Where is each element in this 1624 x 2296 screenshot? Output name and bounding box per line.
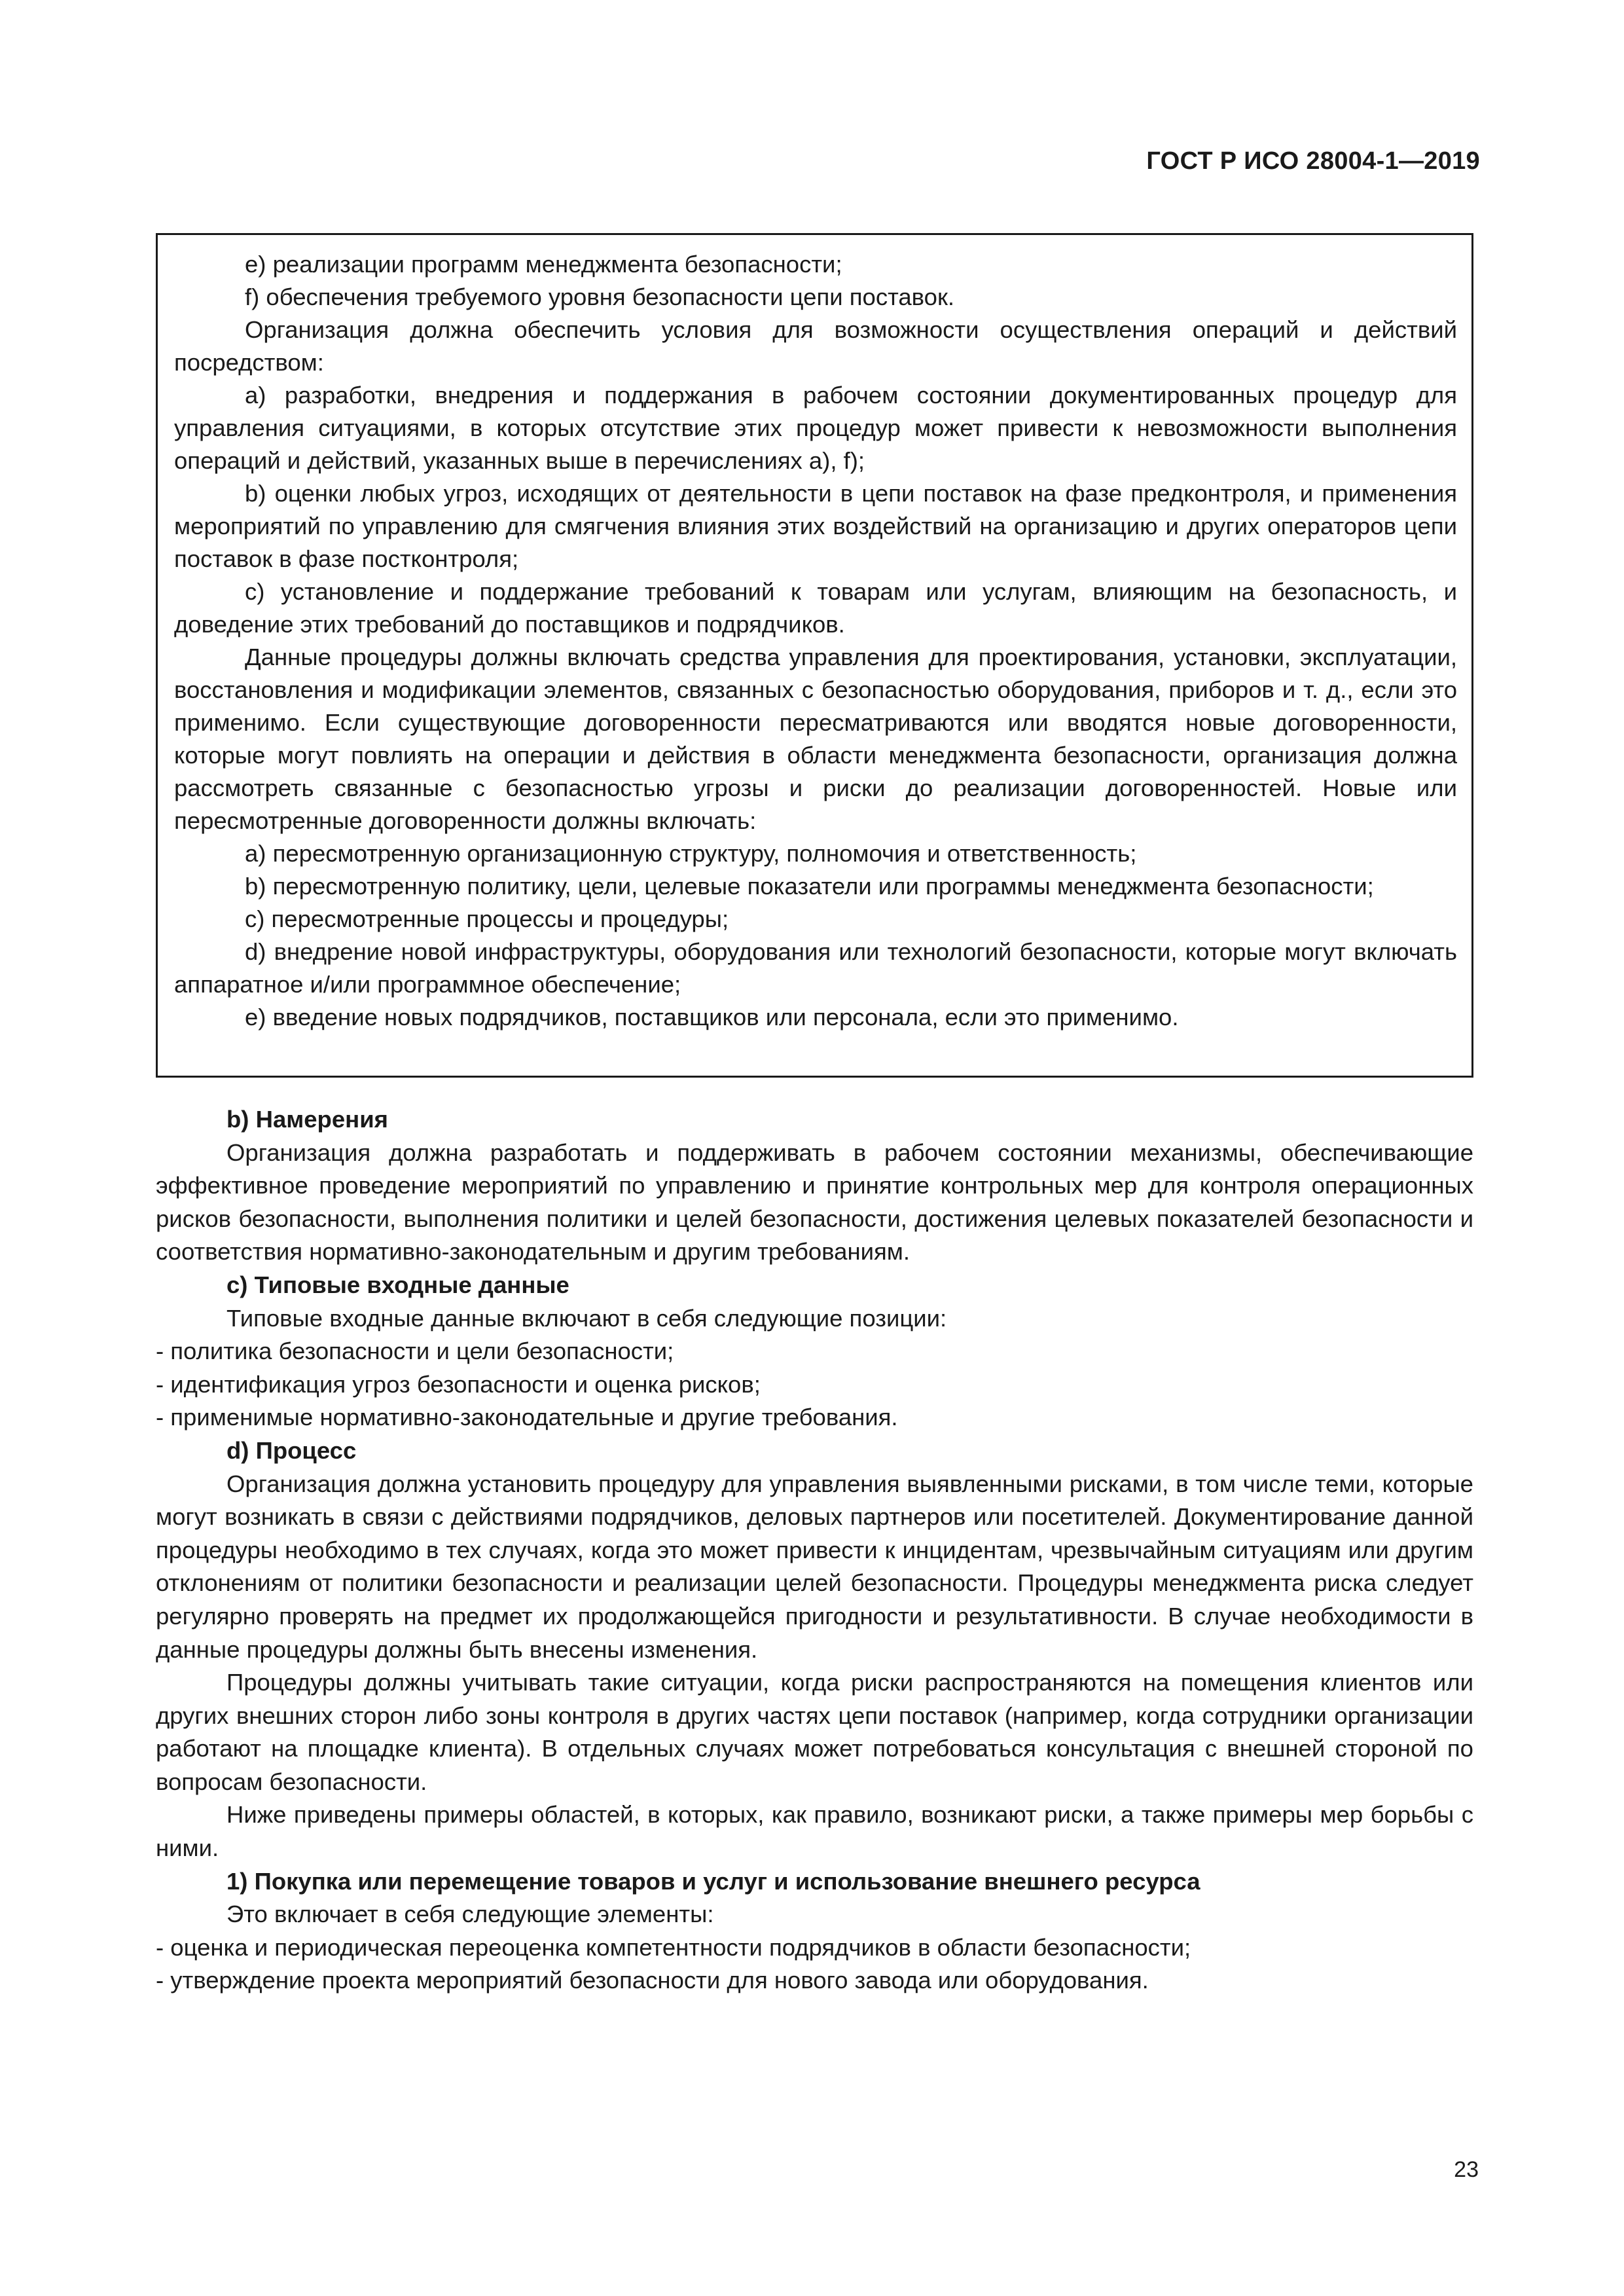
- box-paragraph: b) пересмотренную политику, цели, целевые показатели или программы менеджмента безопасности;: [245, 873, 1374, 900]
- section-paragraph: Процедуры должны учитывать такие ситуации, когда риски распространяются на помещения клиентов или других внешних сторон либо зоны контроля в других частях цепи поставок (например, когда сотрудники организации работают на площадке клиента). В отдельных случаях может потребоваться консультация с внешней стороной по вопросам безопасности.: [156, 1669, 1473, 1795]
- section-heading: d) Процесс: [226, 1436, 357, 1464]
- main-body: [156, 1103, 1473, 1997]
- box-paragraph: c) пересмотренные процессы и процедуры;: [245, 905, 729, 932]
- list-item: - утверждение проекта мероприятий безопасности для нового завода или оборудования.: [156, 1967, 1149, 1994]
- list-item: - оценка и периодическая переоценка компетентности подрядчиков в области безопасности;: [156, 1933, 1191, 1961]
- subsection-heading: 1) Покупка или перемещение товаров и услуг и использование внешнего ресурса: [226, 1867, 1200, 1895]
- section-paragraph: Типовые входные данные включают в себя следующие позиции:: [226, 1304, 947, 1332]
- box-paragraph: f) обеспечения требуемого уровня безопасности цепи поставок.: [245, 283, 955, 310]
- section-paragraph: Организация должна установить процедуру для управления выявленными рисками, в том числе теми, которые могут возникать в связи с действиями подрядчиков, деловых партнеров или посетителей. Документирование данной процедуры необходимо в тех случаях, когда это может привести к инцидентам, чрезвычайным ситуациям или другим отклонениям от политики безопасности и реализации целей безопасности. Процедуры менеджмента риска следует регулярно проверять на предмет их продолжающейся пригодности и результативности. В случае необходимости в данные процедуры должны быть внесены изменения.: [156, 1470, 1473, 1663]
- box-paragraph: c) установление и поддержание требований к товарам или услугам, влияющим на безопасность, и доведение этих требований до поставщиков и подрядчиков.: [174, 578, 1457, 638]
- box-paragraph: е) реализации программ менеджмента безопасности;: [245, 251, 842, 278]
- box-paragraph: Данные процедуры должны включать средства управления для проектирования, установки, эксплуатации, восстановления и модификации элементов, связанных с безопасностью оборудования, приборов и т. д., если это применимо. Если существующие договоренности пересматриваются или вводятся новые договоренности, которые могут повлиять на операции и действия в области менеджмента безопасности, организация должна рассмотреть связанные с безопасностью угрозы и риски до реализации договоренностей. Новые или пересмотренные договоренности должны включать:: [174, 644, 1457, 834]
- framed-excerpt: [156, 233, 1473, 1078]
- section-heading: c) Типовые входные данные: [226, 1271, 569, 1298]
- page-number: 23: [1454, 2157, 1479, 2182]
- document-id-header: ГОСТ Р ИСО 28004-1—2019: [1146, 147, 1480, 175]
- list-item: - идентификация угроз безопасности и оценка рисков;: [156, 1370, 761, 1398]
- section-paragraph: Ниже приведены примеры областей, в которых, как правило, возникают риски, а также примеры мер борьбы с ними.: [156, 1801, 1473, 1862]
- list-item: - политика безопасности и цели безопасности;: [156, 1338, 674, 1365]
- box-paragraph: a) пересмотренную организационную структуру, полномочия и ответственность;: [245, 840, 1137, 867]
- section-paragraph: Организация должна разработать и поддерживать в рабочем состоянии механизмы, обеспечивающие эффективное проведение мероприятий по управлению и принятие контрольных мер для контроля операционных рисков безопасности, выполнения политики и целей безопасности, достижения целевых показателей безопасности и соответствия нормативно-законодательным и другим требованиям.: [156, 1139, 1473, 1266]
- section-paragraph: Это включает в себя следующие элементы:: [226, 1901, 714, 1928]
- box-paragraph: e) введение новых подрядчиков, поставщиков или персонала, если это применимо.: [245, 1004, 1179, 1030]
- box-paragraph: Организация должна обеспечить условия для возможности осуществления операций и действий посредством:: [174, 316, 1457, 376]
- box-paragraph: d) внедрение новой инфраструктуры, оборудования или технологий безопасности, которые могут включать аппаратное и/или программное обеспечение;: [174, 938, 1457, 998]
- box-paragraph: b) оценки любых угроз, исходящих от деятельности в цепи поставок на фазе предконтроля, и применения мероприятий по управлению для смягчения влияния этих воздействий на организацию и других операторов цепи поставок в фазе постконтроля;: [174, 480, 1457, 572]
- section-heading: b) Намерения: [226, 1106, 388, 1133]
- box-paragraph: a) разработки, внедрения и поддержания в рабочем состоянии документированных процедур для управления ситуациями, в которых отсутствие этих процедур может привести к невозможности выполнения операций и действий, указанных выше в перечислениях а), f);: [174, 382, 1457, 474]
- list-item: - применимые нормативно-законодательные и другие требования.: [156, 1404, 898, 1431]
